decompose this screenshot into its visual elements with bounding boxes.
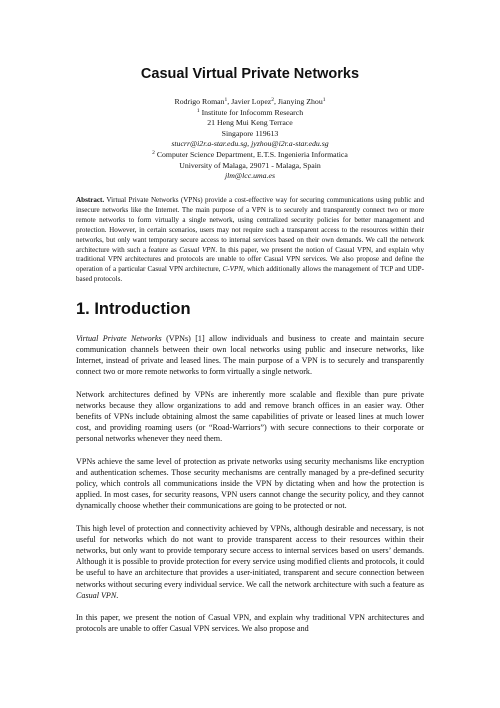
abstract-emphasis: C-VPN (222, 265, 244, 274)
author-name: , Javier Lopez (227, 97, 272, 106)
paragraph-text: This high level of protection and connectivity achieved by VPNs, although desirable and necessary, is not useful for networks which do not want to provide transparent access to their resources within their networks, but only want to provide temporary secure access to internal services based on users’ demands. Although it is possible to provide protection for every service using modified clients and protocols, it could be useful to have an architecture that provides a user-initiated, transparent and secure connection between networks without securing every individual service. We call the network architecture with such a feature as (76, 524, 424, 589)
affiliation-name: Computer Science Department, E.T.S. Ingenieria Informatica (154, 149, 348, 159)
affiliation-city: Singapore 119613 (221, 128, 279, 138)
abstract-text: . In this paper, we present the notion of Casual VPN, and explain why traditional VPN architectures and protocols are unable to offer Casual VPN services. We also propose and define the operation of a particular Casual VPN architecture, (76, 245, 424, 274)
paragraph: Network architectures defined by VPNs are inherently more scalable and flexible than pure private networks because they allow organizations to add and remove branch offices in an easier way. Other benefits of VPNs include obtaining almost the same capabilities of private or leased lines at much lower cost, and providing roaming users (or “Road-Warriors”) with secure connections to their corporate or personal networks whenever they need them. (76, 389, 424, 444)
author-names (0, 97, 500, 108)
affiliation-mark: 1 (196, 107, 200, 114)
abstract-label: Abstract. (76, 196, 105, 204)
affiliation-emails: stucrr@i2r.a-star.edu.sg, jyzhou@i2r.a-star.edu.sg (171, 139, 329, 149)
affiliation-department (0, 150, 500, 161)
paper-title: Casual Virtual Private Networks (140, 66, 360, 82)
affiliation-mark: 2 (152, 149, 155, 156)
paragraph-text: (VPNs) [1] allow individuals and business to create and maintain secure communication channels between their own local networks using public and insecure networks, like Internet, instead of private and leased lines. The main purpose of a VPN is to securely and transparently connect two or more remote networks to form virtually a single network. (76, 334, 424, 377)
abstract (76, 196, 424, 285)
paragraph-text: . (116, 590, 119, 600)
affiliation-mark: 2 (271, 97, 274, 103)
abstract-text: Virtual Private Networks (VPNs) provide a cost-effective way for securing communications using public and insecure networks like the Internet. The main purpose of a VPN is to securely and transparently connect two or more remote networks to form virtually a single network, using centralized security policies for better management and protection. However, in certain scenarios, users may not require such a transparent access to the resources within their networks, but only want temporary secure access to internal services based on their own demands. We call the network architecture with such a feature as (76, 196, 424, 254)
author-name: Rodrigo Roman (174, 97, 225, 106)
paragraph-emphasis: Casual VPN (76, 590, 117, 600)
author-name: , Jianying Zhou (274, 97, 323, 106)
affiliation-university: University of Malaga, 29071 - Malaga, Spain (179, 160, 321, 170)
abstract-emphasis: Casual VPN (179, 245, 216, 254)
paragraph (76, 523, 424, 601)
section-body (76, 333, 424, 646)
affiliation-street: 21 Heng Mui Keng Terrace (207, 118, 293, 128)
paragraph: VPNs achieve the same level of protection as private networks using security mechanisms like encryption and authentication schemes. Those security mechanisms are centrally managed by a pre-defined security policy, which controls all communications inside the VPN by dictating when and how the protection is applied. In most cases, for security reasons, VPN users cannot change the security policy, and they cannot dynamically choose whether their communications are going to be protected or not. (76, 457, 424, 511)
abstract-text: , which additionally allows the management of TCP and UDP-based protocols. (76, 265, 424, 284)
affiliation-mark: 1 (224, 97, 228, 103)
section-heading: 1. Introduction (76, 300, 191, 318)
paragraph-emphasis: Virtual Private Networks (76, 334, 162, 343)
affiliation-institute (0, 108, 500, 119)
paragraph: In this paper, we present the notion of Casual VPN, and explain why traditional VPN architectures and protocols are unable to offer Casual VPN services. We also propose and (76, 613, 424, 634)
author-block (0, 97, 500, 182)
affiliation-mark: 1 (322, 97, 326, 103)
affiliation-email: jlm@lcc.uma.es (224, 171, 276, 181)
affiliation-name: Institute for Infocomm Research (199, 107, 304, 117)
paragraph (76, 333, 424, 377)
